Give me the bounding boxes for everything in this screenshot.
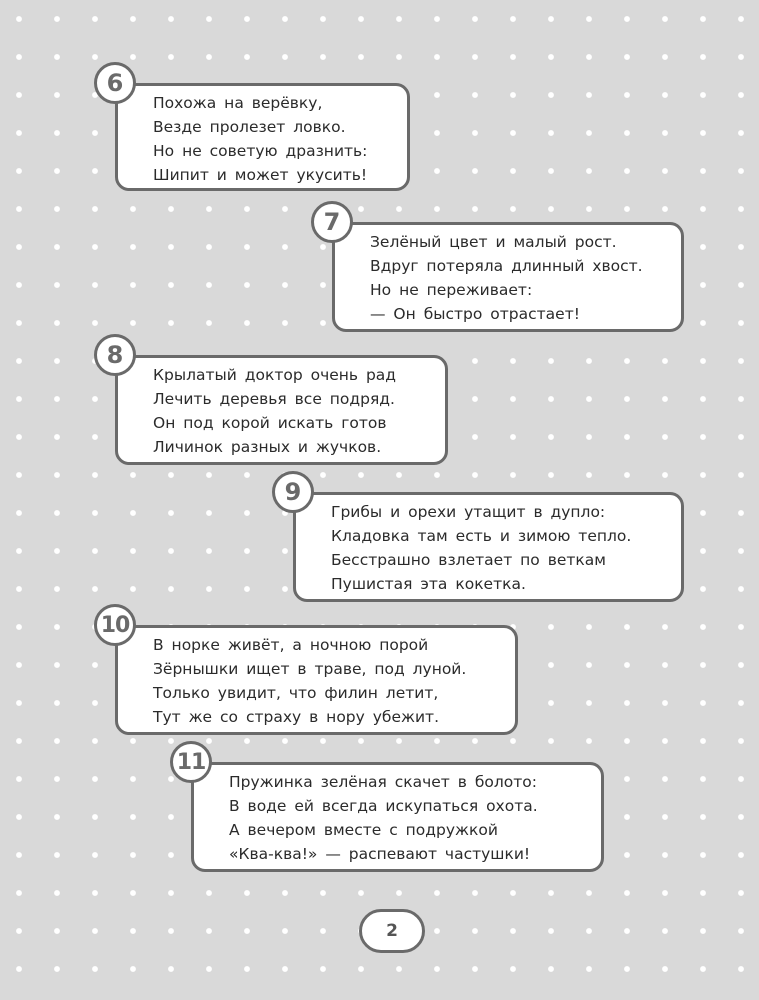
riddle-number-badge: 8 <box>94 334 136 376</box>
riddle-text <box>153 633 512 729</box>
riddle-line: Пружинка зелёная скачет в болото: <box>229 773 537 791</box>
riddle-line: Похожа на верёвку, <box>153 94 323 112</box>
riddle-text <box>370 230 678 326</box>
riddle-7 <box>323 208 684 332</box>
riddle-number-badge: 6 <box>94 62 136 104</box>
riddle-line: Но не переживает: <box>370 281 533 299</box>
riddle-line: Зёрнышки ищет в траве, под луной. <box>153 660 467 678</box>
riddle-line: Лечить деревья все подряд. <box>153 390 395 408</box>
riddle-number-badge: 11 <box>170 741 212 783</box>
riddle-text <box>153 91 404 187</box>
riddle-line: В воде ей всегда искупаться охота. <box>229 797 538 815</box>
riddle-line: Кладовка там есть и зимою тепло. <box>331 527 632 545</box>
riddle-line: Тут же со страху в нору убежит. <box>153 708 439 726</box>
riddle-text <box>229 770 598 866</box>
riddle-line: — Он быстро отрастает! <box>370 305 580 323</box>
riddle-line: Вдруг потеряла длинный хвост. <box>370 257 643 275</box>
riddle-line: Везде пролезет ловко. <box>153 118 346 136</box>
riddle-number-badge: 7 <box>311 201 353 243</box>
riddle-number-badge: 9 <box>272 471 314 513</box>
riddle-line: «Ква-ква!» — распевают частушки! <box>229 845 531 863</box>
riddle-10 <box>100 612 518 735</box>
riddle-line: Бесстрашно взлетает по веткам <box>331 551 606 569</box>
riddle-line: Грибы и орехи утащит в дупло: <box>331 503 606 521</box>
riddle-line: Но не советую дразнить: <box>153 142 368 160</box>
riddle-text <box>331 500 678 596</box>
riddle-line: Зелёный цвет и малый рост. <box>370 233 617 251</box>
riddle-6 <box>106 69 410 191</box>
riddle-8 <box>106 341 448 465</box>
riddle-line: Он под корой искать готов <box>153 414 387 432</box>
riddle-11 <box>176 749 604 872</box>
riddle-line: Пушистая эта кокетка. <box>331 575 526 593</box>
riddle-line: Только увидит, что филин летит, <box>153 684 439 702</box>
riddle-line: А вечером вместе с подружкой <box>229 821 498 839</box>
riddle-line: Личинок разных и жучков. <box>153 438 382 456</box>
riddle-number-badge: 10 <box>94 604 136 646</box>
riddle-line: В норке живёт, а ночною порой <box>153 636 429 654</box>
riddle-line: Крылатый доктор очень рад <box>153 366 397 384</box>
riddle-text <box>153 363 442 459</box>
page-number: 2 <box>359 909 425 953</box>
riddle-line: Шипит и может укусить! <box>153 166 368 184</box>
riddle-9 <box>284 478 684 602</box>
